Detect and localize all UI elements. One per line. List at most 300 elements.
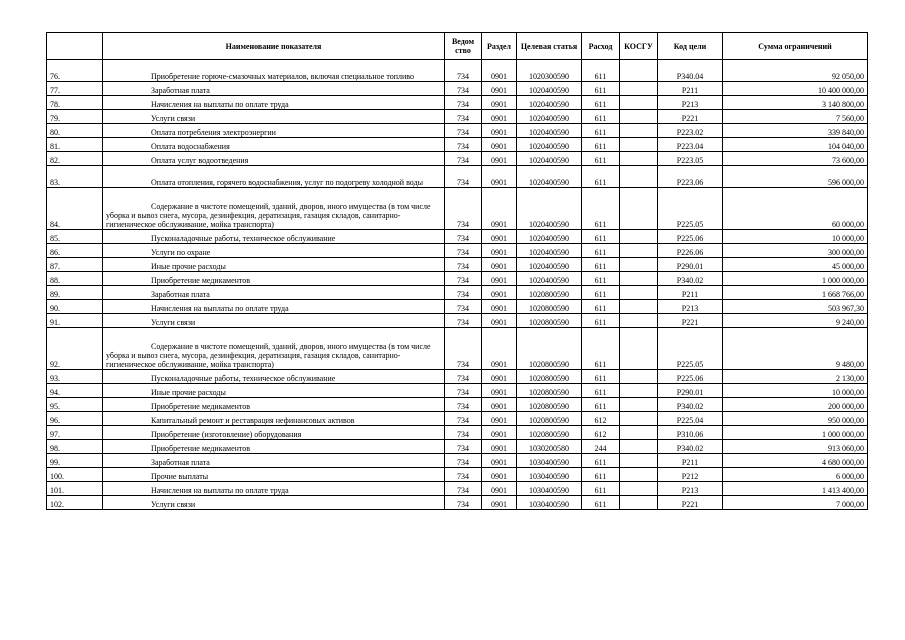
row-dept: 734 [445,482,482,496]
row-sum: 1 000 000,00 [723,426,868,440]
row-sum: 2 130,00 [723,370,868,384]
row-target-article: 1030400590 [517,468,582,482]
row-dept: 734 [445,454,482,468]
row-section: 0901 [482,166,517,188]
row-section: 0901 [482,272,517,286]
row-target-article: 1020800590 [517,314,582,328]
row-dept: 734 [445,314,482,328]
row-name-text: Услуги связи [151,318,196,327]
row-goal-code: Р211 [658,286,723,300]
row-goal-code: Р226.06 [658,244,723,258]
row-name [103,188,445,230]
row-section: 0901 [482,82,517,96]
row-kosgu [620,124,658,138]
row-name [103,286,445,300]
row-kosgu [620,96,658,110]
table-row [47,454,868,468]
row-goal-code: Р225.05 [658,328,723,370]
row-number: 80. [47,124,103,138]
row-name [103,370,445,384]
row-kosgu [620,258,658,272]
row-target-article: 1020800590 [517,370,582,384]
row-kosgu [620,412,658,426]
row-expense: 611 [582,286,620,300]
row-expense: 611 [582,272,620,286]
row-target-article: 1020400590 [517,244,582,258]
row-expense: 611 [582,454,620,468]
row-number: 100. [47,468,103,482]
row-kosgu [620,110,658,124]
row-sum: 7 560,00 [723,110,868,124]
row-section: 0901 [482,230,517,244]
row-kosgu [620,328,658,370]
row-name [103,96,445,110]
row-dept: 734 [445,188,482,230]
row-sum: 7 000,00 [723,496,868,510]
row-name [103,244,445,258]
row-target-article: 1020400590 [517,110,582,124]
row-number: 86. [47,244,103,258]
row-goal-code: Р223.05 [658,152,723,166]
row-sum: 9 480,00 [723,328,868,370]
row-dept: 734 [445,412,482,426]
row-name [103,440,445,454]
row-goal-code: Р223.06 [658,166,723,188]
row-name-text: Содержание в чистоте помещений, зданий, дворов, иного имущества (в том числе уборка и вывоз снега, мусора, дезинфекция, дератизация, газация складов, санитарно-гигиеническое обслуживание, мойка транспорта) [106,202,431,229]
row-number: 94. [47,384,103,398]
row-number: 96. [47,412,103,426]
row-goal-code: Р212 [658,468,723,482]
row-number: 77. [47,82,103,96]
row-section: 0901 [482,426,517,440]
row-sum: 9 240,00 [723,314,868,328]
header-target: Целевая статья [517,33,582,60]
row-sum: 596 000,00 [723,166,868,188]
row-expense: 611 [582,370,620,384]
row-sum: 1 668 766,00 [723,286,868,300]
row-name [103,412,445,426]
row-dept: 734 [445,82,482,96]
limits-table [46,32,868,510]
row-dept: 734 [445,166,482,188]
row-goal-code: Р225.06 [658,370,723,384]
row-name-text: Иные прочие расходы [151,262,226,271]
row-expense: 612 [582,412,620,426]
table-row [47,152,868,166]
row-target-article: 1020800590 [517,328,582,370]
row-kosgu [620,426,658,440]
row-name-text: Приобретение медикаментов [151,444,251,453]
row-goal-code: Р340.02 [658,398,723,412]
row-target-article: 1020400590 [517,82,582,96]
row-target-article: 1020400590 [517,230,582,244]
row-target-article: 1020800590 [517,384,582,398]
row-goal-code: Р290.01 [658,258,723,272]
row-expense: 611 [582,110,620,124]
header-kosgu: КОСГУ [620,33,658,60]
row-target-article: 1020400590 [517,96,582,110]
row-target-article: 1020800590 [517,412,582,426]
row-expense: 612 [582,426,620,440]
table-row [47,60,868,82]
row-goal-code: Р221 [658,314,723,328]
row-number: 88. [47,272,103,286]
row-expense: 611 [582,328,620,370]
table-row [47,258,868,272]
row-name [103,482,445,496]
row-kosgu [620,272,658,286]
row-expense: 611 [582,244,620,258]
row-dept: 734 [445,426,482,440]
table-row [47,286,868,300]
table-row [47,96,868,110]
row-expense: 611 [582,398,620,412]
table-row [47,300,868,314]
row-section: 0901 [482,96,517,110]
row-goal-code: Р213 [658,300,723,314]
row-number: 83. [47,166,103,188]
table-row [47,468,868,482]
row-name-text: Оплата водоснабжения [151,142,230,151]
row-target-article: 1020400590 [517,124,582,138]
table-row [47,398,868,412]
row-name-text: Оплата услуг водоотведения [151,156,249,165]
row-target-article: 1020400590 [517,258,582,272]
row-number: 102. [47,496,103,510]
row-sum: 92 050,00 [723,60,868,82]
row-name-text: Приобретение горюче-смазочных материалов, включая специальное топливо [151,72,414,81]
row-sum: 10 000,00 [723,230,868,244]
row-section: 0901 [482,314,517,328]
row-goal-code: Р211 [658,454,723,468]
row-dept: 734 [445,230,482,244]
row-name-text: Пусконаладочные работы, техническое обслуживание [151,374,336,383]
table-row [47,244,868,258]
row-section: 0901 [482,454,517,468]
row-name-text: Заработная плата [151,86,210,95]
row-dept: 734 [445,244,482,258]
row-section: 0901 [482,412,517,426]
row-sum: 950 000,00 [723,412,868,426]
header-section: Раздел [482,33,517,60]
row-name [103,82,445,96]
row-name [103,398,445,412]
row-section: 0901 [482,300,517,314]
header-dept: Ведом ство [445,33,482,60]
row-name [103,496,445,510]
row-name-text: Приобретение медикаментов [151,402,251,411]
row-name-text: Оплата потребления электроэнергии [151,128,276,137]
header-row [47,33,868,60]
row-sum: 6 000,00 [723,468,868,482]
header-goal-code: Код цели [658,33,723,60]
row-kosgu [620,398,658,412]
row-name [103,124,445,138]
header-sum: Сумма ограничений [723,33,868,60]
row-goal-code: Р310.06 [658,426,723,440]
row-target-article: 1020800590 [517,286,582,300]
row-dept: 734 [445,384,482,398]
row-number: 79. [47,110,103,124]
row-section: 0901 [482,482,517,496]
row-kosgu [620,440,658,454]
row-goal-code: Р221 [658,496,723,510]
row-number: 89. [47,286,103,300]
row-sum: 339 840,00 [723,124,868,138]
row-section: 0901 [482,286,517,300]
row-dept: 734 [445,152,482,166]
table-row [47,482,868,496]
header-num [47,33,103,60]
table-row [47,314,868,328]
row-dept: 734 [445,272,482,286]
row-target-article: 1020800590 [517,300,582,314]
row-dept: 734 [445,496,482,510]
row-section: 0901 [482,370,517,384]
row-target-article: 1020400590 [517,166,582,188]
table-row [47,328,868,370]
row-kosgu [620,230,658,244]
row-dept: 734 [445,370,482,384]
row-dept: 734 [445,258,482,272]
row-number: 81. [47,138,103,152]
row-number: 82. [47,152,103,166]
row-sum: 4 680 000,00 [723,454,868,468]
row-sum: 1 000 000,00 [723,272,868,286]
row-name [103,60,445,82]
row-goal-code: Р211 [658,82,723,96]
row-name [103,454,445,468]
row-expense: 611 [582,384,620,398]
row-sum: 104 040,00 [723,138,868,152]
row-dept: 734 [445,286,482,300]
row-section: 0901 [482,398,517,412]
row-goal-code: Р213 [658,96,723,110]
row-sum: 60 000,00 [723,188,868,230]
table-row [47,496,868,510]
row-dept: 734 [445,300,482,314]
row-name [103,328,445,370]
row-section: 0901 [482,188,517,230]
row-number: 92. [47,328,103,370]
row-name-text: Капитальный ремонт и реставрация нефинансовых активов [151,416,355,425]
row-name [103,314,445,328]
table-row [47,272,868,286]
row-section: 0901 [482,110,517,124]
row-target-article: 1030400590 [517,482,582,496]
row-number: 101. [47,482,103,496]
row-section: 0901 [482,124,517,138]
row-number: 93. [47,370,103,384]
row-number: 90. [47,300,103,314]
row-goal-code: Р225.06 [658,230,723,244]
row-name-text: Заработная плата [151,290,210,299]
row-name-text: Пусконаладочные работы, техническое обслуживание [151,234,336,243]
row-sum: 3 140 800,00 [723,96,868,110]
row-expense: 611 [582,82,620,96]
row-expense: 611 [582,314,620,328]
row-number: 87. [47,258,103,272]
row-name-text: Начисления на выплаты по оплате труда [151,304,289,313]
row-name [103,300,445,314]
row-kosgu [620,468,658,482]
row-number: 76. [47,60,103,82]
row-section: 0901 [482,152,517,166]
row-expense: 611 [582,230,620,244]
row-kosgu [620,138,658,152]
row-target-article: 1020800590 [517,426,582,440]
row-goal-code: Р340.02 [658,272,723,286]
row-goal-code: Р221 [658,110,723,124]
row-kosgu [620,482,658,496]
row-expense: 611 [582,96,620,110]
header-expense: Расход [582,33,620,60]
row-expense: 611 [582,152,620,166]
row-section: 0901 [482,60,517,82]
table-row [47,230,868,244]
row-name-text: Приобретение (изготовление) оборудования [151,430,302,439]
row-dept: 734 [445,124,482,138]
row-number: 97. [47,426,103,440]
row-name-text: Оплата отопления, горячего водоснабжения, услуг по подогреву холодной воды [151,178,424,187]
row-name-text: Прочие выплаты [151,472,209,481]
row-name-text: Приобретение медикаментов [151,276,251,285]
row-name [103,258,445,272]
row-name [103,426,445,440]
row-sum: 45 000,00 [723,258,868,272]
row-name-text: Содержание в чистоте помещений, зданий, дворов, иного имущества (в том числе уборка и вывоз снега, мусора, дезинфекция, дератизация, газация складов, санитарно-гигиеническое обслуживание, мойка транспорта) [106,342,431,369]
table-row [47,110,868,124]
row-goal-code: Р223.04 [658,138,723,152]
row-name-text: Начисления на выплаты по оплате труда [151,486,289,495]
row-name [103,138,445,152]
row-goal-code: Р225.05 [658,188,723,230]
row-dept: 734 [445,398,482,412]
row-number: 98. [47,440,103,454]
row-dept: 734 [445,110,482,124]
row-expense: 611 [582,166,620,188]
row-name-text: Услуги связи [151,114,196,123]
row-sum: 300 000,00 [723,244,868,258]
row-number: 95. [47,398,103,412]
row-expense: 611 [582,124,620,138]
row-kosgu [620,286,658,300]
row-section: 0901 [482,496,517,510]
row-goal-code: Р340.04 [658,60,723,82]
row-section: 0901 [482,440,517,454]
row-expense: 611 [582,138,620,152]
row-name-text: Иные прочие расходы [151,388,226,397]
row-expense: 611 [582,300,620,314]
row-name [103,110,445,124]
row-expense: 611 [582,188,620,230]
row-kosgu [620,152,658,166]
row-goal-code: Р340.02 [658,440,723,454]
row-expense: 611 [582,496,620,510]
row-target-article: 1020300590 [517,60,582,82]
row-sum: 913 060,00 [723,440,868,454]
row-dept: 734 [445,328,482,370]
row-section: 0901 [482,384,517,398]
row-name [103,384,445,398]
table-row [47,412,868,426]
table-row [47,370,868,384]
row-target-article: 1030400590 [517,496,582,510]
row-kosgu [620,188,658,230]
row-name [103,166,445,188]
row-dept: 734 [445,138,482,152]
row-kosgu [620,300,658,314]
row-name-text: Услуги по охране [151,248,211,257]
row-target-article: 1030200580 [517,440,582,454]
row-target-article: 1020800590 [517,398,582,412]
row-goal-code: Р290.01 [658,384,723,398]
row-number: 85. [47,230,103,244]
row-section: 0901 [482,468,517,482]
table-row [47,188,868,230]
row-name-text: Услуги связи [151,500,196,509]
row-expense: 611 [582,482,620,496]
row-expense: 611 [582,468,620,482]
row-number: 78. [47,96,103,110]
row-name [103,152,445,166]
row-name-text: Начисления на выплаты по оплате труда [151,100,289,109]
row-dept: 734 [445,96,482,110]
row-target-article: 1020400590 [517,138,582,152]
row-kosgu [620,244,658,258]
row-kosgu [620,314,658,328]
row-target-article: 1020400590 [517,272,582,286]
row-section: 0901 [482,138,517,152]
row-sum: 503 967,30 [723,300,868,314]
row-sum: 10 400 000,00 [723,82,868,96]
row-kosgu [620,166,658,188]
table-row [47,384,868,398]
row-target-article: 1030400590 [517,454,582,468]
row-name [103,468,445,482]
row-goal-code: Р225.04 [658,412,723,426]
row-kosgu [620,454,658,468]
row-number: 99. [47,454,103,468]
row-section: 0901 [482,258,517,272]
table-row [47,166,868,188]
row-kosgu [620,60,658,82]
table-row [47,138,868,152]
row-kosgu [620,384,658,398]
row-dept: 734 [445,60,482,82]
row-kosgu [620,82,658,96]
row-expense: 611 [582,60,620,82]
row-number: 84. [47,188,103,230]
row-name [103,230,445,244]
table-row [47,124,868,138]
row-sum: 73 600,00 [723,152,868,166]
row-name [103,272,445,286]
table-row [47,440,868,454]
row-name-text: Заработная плата [151,458,210,467]
row-goal-code: Р213 [658,482,723,496]
row-dept: 734 [445,468,482,482]
row-expense: 244 [582,440,620,454]
row-sum: 200 000,00 [723,398,868,412]
header-name: Наименование показателя [103,33,445,60]
table-row [47,82,868,96]
row-dept: 734 [445,440,482,454]
row-target-article: 1020400590 [517,152,582,166]
row-number: 91. [47,314,103,328]
row-section: 0901 [482,244,517,258]
table-row [47,426,868,440]
